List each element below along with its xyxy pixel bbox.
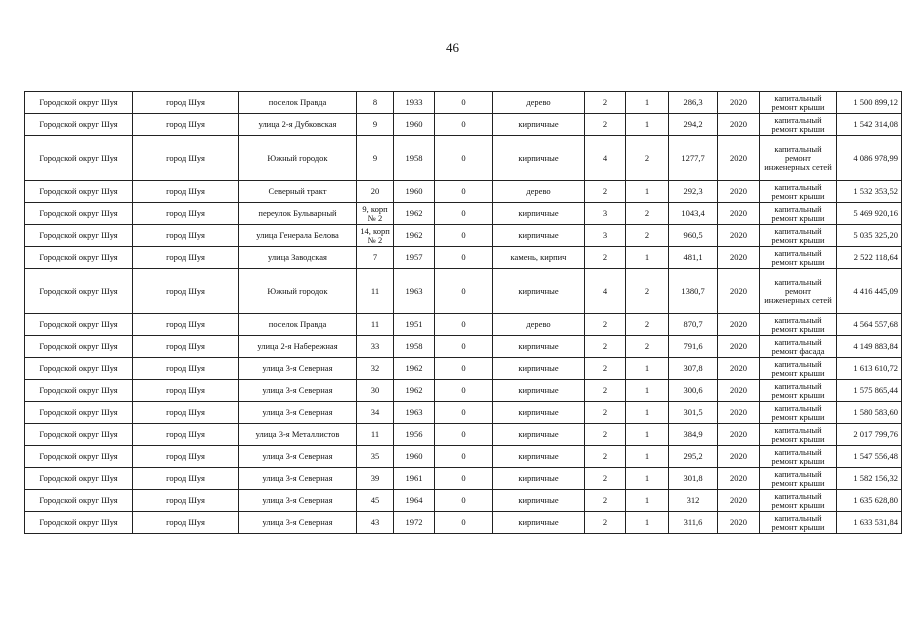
table-row <box>25 358 902 380</box>
zero-value-cell: 0 <box>435 136 493 181</box>
house-number-cell: 11 <box>357 424 394 446</box>
entrances-cell: 2 <box>626 269 669 314</box>
plan-year-cell: 2020 <box>718 181 760 203</box>
wall-material-cell: камень, кирпич <box>493 247 585 269</box>
work-type-cell: капитальный ремонт крыши <box>760 314 837 336</box>
street-cell: поселок Правда <box>239 92 357 114</box>
district-cell: Городской округ Шуя <box>25 269 133 314</box>
city-cell: город Шуя <box>133 269 239 314</box>
build-year-cell: 1962 <box>394 380 435 402</box>
wall-material-cell: кирпичные <box>493 424 585 446</box>
floors-cell: 2 <box>585 336 626 358</box>
table-row <box>25 181 902 203</box>
area-cell: 294,2 <box>669 114 718 136</box>
district-cell: Городской округ Шуя <box>25 136 133 181</box>
work-type-cell: капитальный ремонт крыши <box>760 225 837 247</box>
plan-year-cell: 2020 <box>718 446 760 468</box>
street-cell: Южный городок <box>239 136 357 181</box>
zero-value-cell: 0 <box>435 490 493 512</box>
table-row <box>25 380 902 402</box>
page-number: 46 <box>446 40 459 55</box>
district-cell: Городской округ Шуя <box>25 92 133 114</box>
district-cell: Городской округ Шуя <box>25 203 133 225</box>
cost-cell: 1 633 531,84 <box>837 512 902 534</box>
plan-year-cell: 2020 <box>718 512 760 534</box>
house-number-cell: 14, корп № 2 <box>357 225 394 247</box>
floors-cell: 4 <box>585 269 626 314</box>
entrances-cell: 2 <box>626 336 669 358</box>
street-cell: улица 3-я Северная <box>239 402 357 424</box>
wall-material-cell: дерево <box>493 314 585 336</box>
entrances-cell: 2 <box>626 314 669 336</box>
entrances-cell: 2 <box>626 203 669 225</box>
floors-cell: 3 <box>585 203 626 225</box>
work-type-cell: капитальный ремонт крыши <box>760 490 837 512</box>
street-cell: улица 3-я Северная <box>239 512 357 534</box>
area-cell: 312 <box>669 490 718 512</box>
area-cell: 301,8 <box>669 468 718 490</box>
table-row <box>25 225 902 247</box>
work-type-cell: капитальный ремонт крыши <box>760 358 837 380</box>
area-cell: 295,2 <box>669 446 718 468</box>
city-cell: город Шуя <box>133 136 239 181</box>
city-cell: город Шуя <box>133 92 239 114</box>
plan-year-cell: 2020 <box>718 402 760 424</box>
city-cell: город Шуя <box>133 181 239 203</box>
build-year-cell: 1957 <box>394 247 435 269</box>
work-type-cell: капитальный ремонт крыши <box>760 512 837 534</box>
wall-material-cell: кирпичные <box>493 490 585 512</box>
work-type-cell: капитальный ремонт крыши <box>760 203 837 225</box>
entrances-cell: 1 <box>626 512 669 534</box>
district-cell: Городской округ Шуя <box>25 114 133 136</box>
floors-cell: 2 <box>585 490 626 512</box>
entrances-cell: 1 <box>626 446 669 468</box>
build-year-cell: 1958 <box>394 136 435 181</box>
street-cell: улица Генерала Белова <box>239 225 357 247</box>
wall-material-cell: кирпичные <box>493 380 585 402</box>
street-cell: Северный тракт <box>239 181 357 203</box>
area-cell: 481,1 <box>669 247 718 269</box>
house-number-cell: 43 <box>357 512 394 534</box>
district-cell: Городской округ Шуя <box>25 490 133 512</box>
zero-value-cell: 0 <box>435 181 493 203</box>
plan-year-cell: 2020 <box>718 490 760 512</box>
work-type-cell: капитальный ремонт крыши <box>760 402 837 424</box>
table-row <box>25 402 902 424</box>
floors-cell: 2 <box>585 314 626 336</box>
street-cell: поселок Правда <box>239 314 357 336</box>
zero-value-cell: 0 <box>435 314 493 336</box>
city-cell: город Шуя <box>133 225 239 247</box>
house-number-cell: 8 <box>357 92 394 114</box>
cost-cell: 5 035 325,20 <box>837 225 902 247</box>
plan-year-cell: 2020 <box>718 468 760 490</box>
work-type-cell: капитальный ремонт крыши <box>760 380 837 402</box>
wall-material-cell: кирпичные <box>493 114 585 136</box>
entrances-cell: 1 <box>626 380 669 402</box>
build-year-cell: 1960 <box>394 446 435 468</box>
wall-material-cell: кирпичные <box>493 446 585 468</box>
house-number-cell: 33 <box>357 336 394 358</box>
work-type-cell: капитальный ремонт крыши <box>760 446 837 468</box>
floors-cell: 4 <box>585 136 626 181</box>
district-cell: Городской округ Шуя <box>25 402 133 424</box>
entrances-cell: 1 <box>626 114 669 136</box>
table-row <box>25 512 902 534</box>
entrances-cell: 2 <box>626 225 669 247</box>
house-number-cell: 7 <box>357 247 394 269</box>
cost-cell: 4 416 445,09 <box>837 269 902 314</box>
street-cell: улица 3-я Северная <box>239 380 357 402</box>
city-cell: город Шуя <box>133 380 239 402</box>
plan-year-cell: 2020 <box>718 225 760 247</box>
house-number-cell: 11 <box>357 314 394 336</box>
street-cell: улица Заводская <box>239 247 357 269</box>
house-number-cell: 20 <box>357 181 394 203</box>
house-number-cell: 9, корп № 2 <box>357 203 394 225</box>
build-year-cell: 1963 <box>394 402 435 424</box>
house-number-cell: 9 <box>357 114 394 136</box>
build-year-cell: 1964 <box>394 490 435 512</box>
build-year-cell: 1933 <box>394 92 435 114</box>
house-number-cell: 45 <box>357 490 394 512</box>
work-type-cell: капитальный ремонт крыши <box>760 468 837 490</box>
floors-cell: 3 <box>585 225 626 247</box>
zero-value-cell: 0 <box>435 92 493 114</box>
area-cell: 384,9 <box>669 424 718 446</box>
cost-cell: 1 582 156,32 <box>837 468 902 490</box>
street-cell: улица 2-я Дубковская <box>239 114 357 136</box>
zero-value-cell: 0 <box>435 380 493 402</box>
entrances-cell: 1 <box>626 247 669 269</box>
wall-material-cell: кирпичные <box>493 468 585 490</box>
cost-cell: 1 542 314,08 <box>837 114 902 136</box>
district-cell: Городской округ Шуя <box>25 380 133 402</box>
cost-cell: 2 017 799,76 <box>837 424 902 446</box>
house-number-cell: 34 <box>357 402 394 424</box>
area-cell: 791,6 <box>669 336 718 358</box>
street-cell: переулок Бульварный <box>239 203 357 225</box>
entrances-cell: 1 <box>626 92 669 114</box>
city-cell: город Шуя <box>133 247 239 269</box>
district-cell: Городской округ Шуя <box>25 314 133 336</box>
house-number-cell: 32 <box>357 358 394 380</box>
house-number-cell: 11 <box>357 269 394 314</box>
build-year-cell: 1956 <box>394 424 435 446</box>
wall-material-cell: кирпичные <box>493 136 585 181</box>
plan-year-cell: 2020 <box>718 92 760 114</box>
zero-value-cell: 0 <box>435 402 493 424</box>
plan-year-cell: 2020 <box>718 136 760 181</box>
floors-cell: 2 <box>585 446 626 468</box>
entrances-cell: 1 <box>626 424 669 446</box>
district-cell: Городской округ Шуя <box>25 424 133 446</box>
entrances-cell: 1 <box>626 490 669 512</box>
plan-year-cell: 2020 <box>718 203 760 225</box>
entrances-cell: 1 <box>626 181 669 203</box>
house-number-cell: 9 <box>357 136 394 181</box>
table-row <box>25 424 902 446</box>
area-cell: 311,6 <box>669 512 718 534</box>
area-cell: 292,3 <box>669 181 718 203</box>
build-year-cell: 1963 <box>394 269 435 314</box>
city-cell: город Шуя <box>133 114 239 136</box>
cost-cell: 2 522 118,64 <box>837 247 902 269</box>
city-cell: город Шуя <box>133 490 239 512</box>
cost-cell: 1 580 583,60 <box>837 402 902 424</box>
table-row <box>25 468 902 490</box>
plan-year-cell: 2020 <box>718 358 760 380</box>
city-cell: город Шуя <box>133 512 239 534</box>
wall-material-cell: кирпичные <box>493 402 585 424</box>
zero-value-cell: 0 <box>435 225 493 247</box>
plan-year-cell: 2020 <box>718 336 760 358</box>
district-cell: Городской округ Шуя <box>25 225 133 247</box>
table-row <box>25 114 902 136</box>
table-row <box>25 446 902 468</box>
area-cell: 300,6 <box>669 380 718 402</box>
build-year-cell: 1962 <box>394 358 435 380</box>
district-cell: Городской округ Шуя <box>25 247 133 269</box>
area-cell: 1043,4 <box>669 203 718 225</box>
wall-material-cell: кирпичные <box>493 225 585 247</box>
cost-cell: 4 086 978,99 <box>837 136 902 181</box>
work-type-cell: капитальный ремонт крыши <box>760 181 837 203</box>
plan-year-cell: 2020 <box>718 314 760 336</box>
area-cell: 286,3 <box>669 92 718 114</box>
house-number-cell: 39 <box>357 468 394 490</box>
plan-year-cell: 2020 <box>718 114 760 136</box>
plan-year-cell: 2020 <box>718 269 760 314</box>
street-cell: Южный городок <box>239 269 357 314</box>
build-year-cell: 1962 <box>394 225 435 247</box>
zero-value-cell: 0 <box>435 336 493 358</box>
zero-value-cell: 0 <box>435 203 493 225</box>
zero-value-cell: 0 <box>435 358 493 380</box>
build-year-cell: 1961 <box>394 468 435 490</box>
street-cell: улица 3-я Северная <box>239 468 357 490</box>
area-cell: 960,5 <box>669 225 718 247</box>
district-cell: Городской округ Шуя <box>25 512 133 534</box>
district-cell: Городской округ Шуя <box>25 181 133 203</box>
build-year-cell: 1972 <box>394 512 435 534</box>
zero-value-cell: 0 <box>435 446 493 468</box>
district-cell: Городской округ Шуя <box>25 336 133 358</box>
floors-cell: 2 <box>585 92 626 114</box>
wall-material-cell: кирпичные <box>493 512 585 534</box>
repair-registry-table <box>24 91 902 534</box>
city-cell: город Шуя <box>133 336 239 358</box>
floors-cell: 2 <box>585 358 626 380</box>
district-cell: Городской округ Шуя <box>25 468 133 490</box>
cost-cell: 1 532 353,52 <box>837 181 902 203</box>
floors-cell: 2 <box>585 114 626 136</box>
cost-cell: 4 149 883,84 <box>837 336 902 358</box>
plan-year-cell: 2020 <box>718 380 760 402</box>
build-year-cell: 1962 <box>394 203 435 225</box>
plan-year-cell: 2020 <box>718 247 760 269</box>
district-cell: Городской округ Шуя <box>25 446 133 468</box>
wall-material-cell: дерево <box>493 181 585 203</box>
cost-cell: 1 547 556,48 <box>837 446 902 468</box>
wall-material-cell: кирпичные <box>493 358 585 380</box>
floors-cell: 2 <box>585 380 626 402</box>
zero-value-cell: 0 <box>435 468 493 490</box>
entrances-cell: 1 <box>626 468 669 490</box>
floors-cell: 2 <box>585 181 626 203</box>
city-cell: город Шуя <box>133 203 239 225</box>
street-cell: улица 2-я Набережная <box>239 336 357 358</box>
wall-material-cell: кирпичные <box>493 203 585 225</box>
cost-cell: 4 564 557,68 <box>837 314 902 336</box>
house-number-cell: 35 <box>357 446 394 468</box>
table-row <box>25 203 902 225</box>
work-type-cell: капитальный ремонт крыши <box>760 92 837 114</box>
city-cell: город Шуя <box>133 468 239 490</box>
area-cell: 1277,7 <box>669 136 718 181</box>
area-cell: 301,5 <box>669 402 718 424</box>
work-type-cell: капитальный ремонт инженерных сетей <box>760 269 837 314</box>
area-cell: 307,8 <box>669 358 718 380</box>
street-cell: улица 3-я Северная <box>239 446 357 468</box>
cost-cell: 1 635 628,80 <box>837 490 902 512</box>
area-cell: 870,7 <box>669 314 718 336</box>
work-type-cell: капитальный ремонт крыши <box>760 114 837 136</box>
wall-material-cell: кирпичные <box>493 269 585 314</box>
street-cell: улица 3-я Северная <box>239 358 357 380</box>
entrances-cell: 1 <box>626 402 669 424</box>
table-row <box>25 247 902 269</box>
district-cell: Городской округ Шуя <box>25 358 133 380</box>
table-row <box>25 136 902 181</box>
floors-cell: 2 <box>585 468 626 490</box>
table-row <box>25 314 902 336</box>
street-cell: улица 3-я Металлистов <box>239 424 357 446</box>
build-year-cell: 1960 <box>394 114 435 136</box>
table-row <box>25 490 902 512</box>
wall-material-cell: кирпичные <box>493 336 585 358</box>
work-type-cell: капитальный ремонт крыши <box>760 424 837 446</box>
cost-cell: 1 613 610,72 <box>837 358 902 380</box>
work-type-cell: капитальный ремонт инженерных сетей <box>760 136 837 181</box>
build-year-cell: 1958 <box>394 336 435 358</box>
plan-year-cell: 2020 <box>718 424 760 446</box>
house-number-cell: 30 <box>357 380 394 402</box>
city-cell: город Шуя <box>133 358 239 380</box>
floors-cell: 2 <box>585 402 626 424</box>
city-cell: город Шуя <box>133 446 239 468</box>
table-row <box>25 336 902 358</box>
build-year-cell: 1951 <box>394 314 435 336</box>
table-body <box>25 92 902 534</box>
entrances-cell: 2 <box>626 136 669 181</box>
cost-cell: 1 575 865,44 <box>837 380 902 402</box>
work-type-cell: капитальный ремонт крыши <box>760 247 837 269</box>
city-cell: город Шуя <box>133 314 239 336</box>
build-year-cell: 1960 <box>394 181 435 203</box>
work-type-cell: капитальный ремонт фасада <box>760 336 837 358</box>
cost-cell: 1 500 899,12 <box>837 92 902 114</box>
floors-cell: 2 <box>585 247 626 269</box>
street-cell: улица 3-я Северная <box>239 490 357 512</box>
entrances-cell: 1 <box>626 358 669 380</box>
floors-cell: 2 <box>585 512 626 534</box>
floors-cell: 2 <box>585 424 626 446</box>
zero-value-cell: 0 <box>435 424 493 446</box>
cost-cell: 5 469 920,16 <box>837 203 902 225</box>
city-cell: город Шуя <box>133 424 239 446</box>
wall-material-cell: дерево <box>493 92 585 114</box>
table-row <box>25 92 902 114</box>
area-cell: 1380,7 <box>669 269 718 314</box>
table-row <box>25 269 902 314</box>
zero-value-cell: 0 <box>435 512 493 534</box>
zero-value-cell: 0 <box>435 269 493 314</box>
zero-value-cell: 0 <box>435 114 493 136</box>
zero-value-cell: 0 <box>435 247 493 269</box>
city-cell: город Шуя <box>133 402 239 424</box>
